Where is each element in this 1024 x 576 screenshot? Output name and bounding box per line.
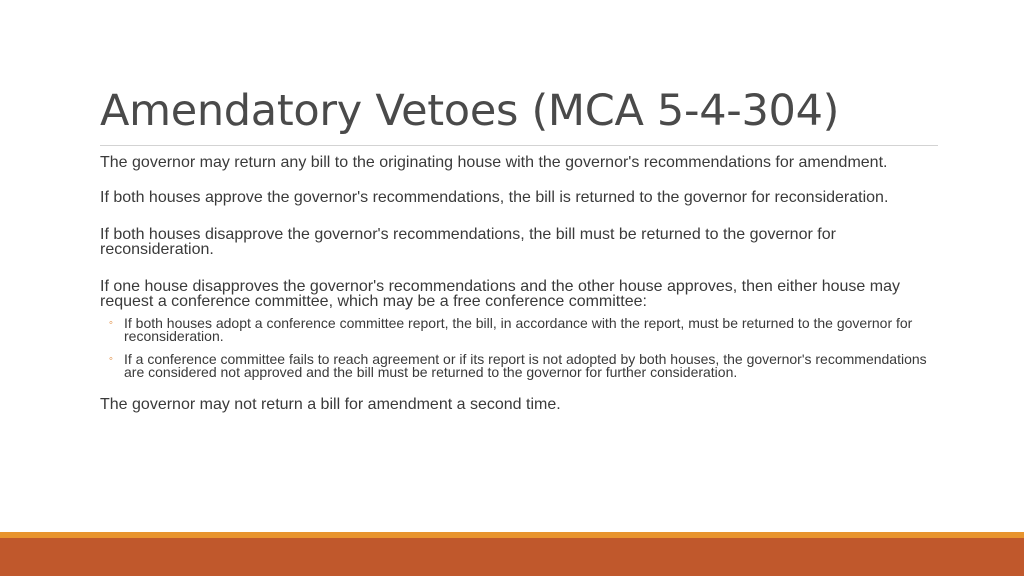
sub-bullet-item xyxy=(100,317,940,343)
sub-bullet-list xyxy=(100,317,940,379)
paragraph-both-disapprove: If both houses disapprove the governor's recommendations, the bill must be returned to the governor for reconsideration. xyxy=(100,226,836,258)
paragraph-return-bill: The governor may return any bill to the originating house with the governor's recommendations for amendment. xyxy=(100,154,888,171)
sub-bullet-text: If a conference committee fails to reach agreement or if its report is not adopted by both houses, the governor's recommendations are considered not approved and the bill must be returned to the governor for further consideration. xyxy=(124,351,927,380)
circle-bullet-icon: ◦ xyxy=(109,353,113,365)
slide-body xyxy=(100,155,940,412)
paragraph-both-approve: If both houses approve the governor's recommendations, the bill is returned to the governor for reconsideration. xyxy=(100,189,889,206)
paragraph-one-disapproves: If one house disapproves the governor's recommendations and the other house approves, then either house may request a conference committee, which may be a free conference committee: xyxy=(100,278,900,310)
sub-bullet-text: If both houses adopt a conference committee report, the bill, in accordance with the report, must be returned to the governor for reconsideration. xyxy=(124,315,913,344)
sub-bullet-item xyxy=(100,353,940,379)
slide-title: Amendatory Vetoes (MCA 5-4-304) xyxy=(100,86,840,136)
circle-bullet-icon: ◦ xyxy=(109,317,113,329)
paragraph-closing: The governor may not return a bill for amendment a second time. xyxy=(100,396,561,413)
title-divider xyxy=(100,145,938,146)
footer-band xyxy=(0,538,1024,576)
